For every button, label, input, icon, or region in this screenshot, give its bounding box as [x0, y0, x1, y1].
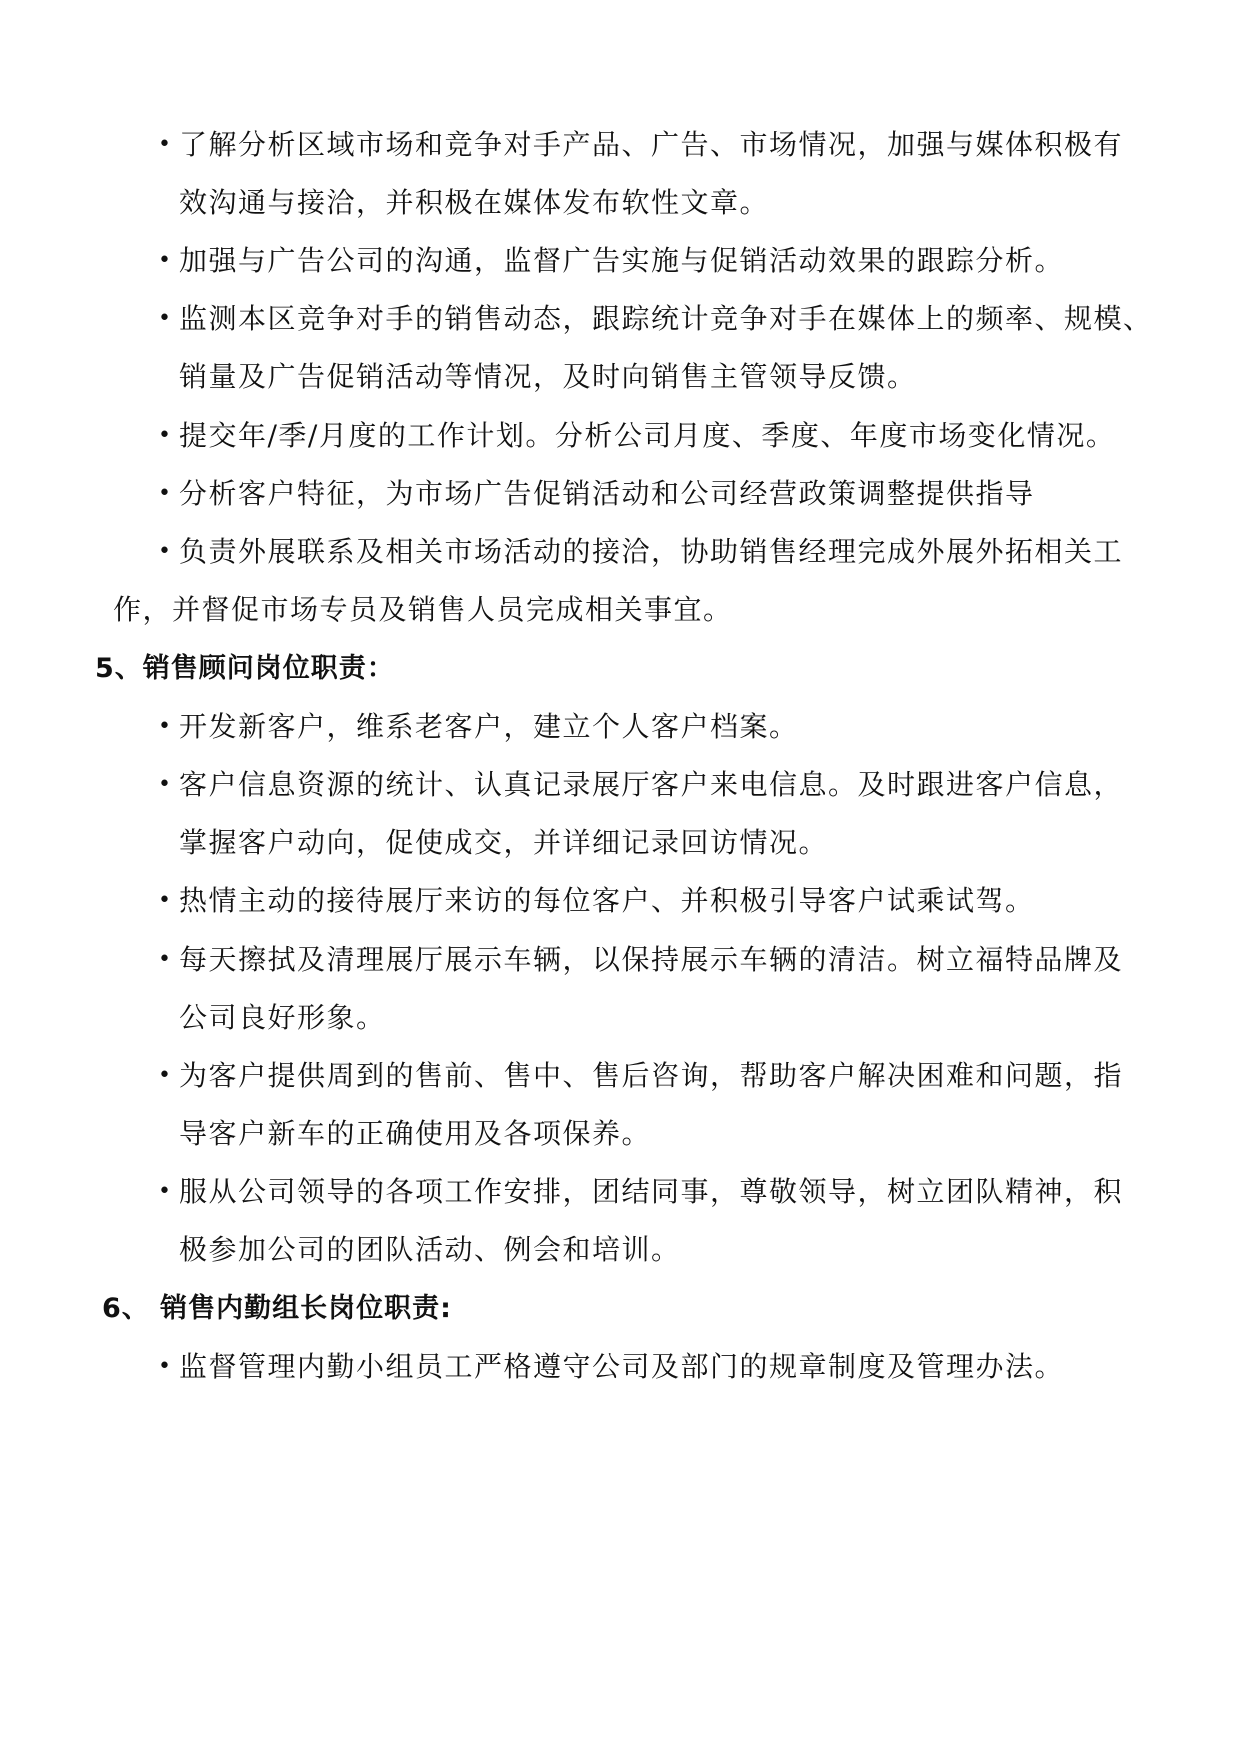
bullet-icon: • [158, 772, 171, 797]
list-item-line: 极参加公司的团队活动、例会和培训。 [179, 1233, 681, 1266]
bullet-icon: • [158, 423, 171, 448]
list-item-line: 加强与广告公司的沟通，监督广告实施与促销活动效果的跟踪分析。 [179, 244, 1065, 277]
bullet-icon: • [158, 539, 171, 564]
bullet-icon: • [158, 1354, 171, 1379]
list-item-line: 监督管理内勤小组员工严格遵守公司及部门的规章制度及管理办法。 [179, 1350, 1065, 1383]
bullet-icon: • [158, 306, 171, 331]
list-item-line: 监测本区竞争对手的销售动态，跟踪统计竞争对手在媒体上的频率、规模、 [179, 302, 1153, 335]
bullet-icon: • [158, 132, 171, 157]
bullet-icon: • [158, 714, 171, 739]
bullet-icon: • [158, 888, 171, 913]
list-item-line: 销量及广告促销活动等情况，及时向销售主管领导反馈。 [179, 360, 917, 393]
list-item-line: 作，并督促市场专员及销售人员完成相关事宜。 [113, 593, 733, 626]
list-item-line: 效沟通与接洽，并积极在媒体发布软性文章。 [179, 186, 770, 219]
list-item-line: 为客户提供周到的售前、售中、售后咨询，帮助客户解决困难和问题，指 [179, 1059, 1124, 1092]
list-item-line: 掌握客户动向，促使成交，并详细记录回访情况。 [179, 826, 829, 859]
bullet-icon: • [158, 947, 171, 972]
list-item-line: 导客户新车的正确使用及各项保养。 [179, 1117, 652, 1150]
bullet-icon: • [158, 1063, 171, 1088]
bullet-icon: • [158, 481, 171, 506]
section-heading: 6、 销售内勤组长岗位职责: [102, 1293, 452, 1324]
section-heading: 5、销售顾问岗位职责： [95, 653, 395, 684]
list-item-line: 每天擦拭及清理展厅展示车辆，以保持展示车辆的清洁。树立福特品牌及 [179, 943, 1124, 976]
list-item-line: 负责外展联系及相关市场活动的接洽，协助销售经理完成外展外拓相关工 [179, 535, 1124, 568]
bullet-icon: • [158, 248, 171, 273]
list-item-line: 热情主动的接待展厅来访的每位客户、并积极引导客户试乘试驾。 [179, 884, 1035, 917]
list-item-line: 服从公司领导的各项工作安排，团结同事，尊敬领导，树立团队精神，积 [179, 1175, 1124, 1208]
list-item-line: 分析客户特征，为市场广告促销活动和公司经营政策调整提供指导 [179, 477, 1035, 510]
list-item-line: 开发新客户，维系老客户，建立个人客户档案。 [179, 710, 799, 743]
bullet-icon: • [158, 1179, 171, 1204]
list-item-line: 公司良好形象。 [179, 1001, 386, 1034]
list-item-line: 客户信息资源的统计、认真记录展厅客户来电信息。及时跟进客户信息， [179, 768, 1124, 801]
list-item-line: 了解分析区域市场和竞争对手产品、广告、市场情况，加强与媒体积极有 [179, 128, 1124, 161]
list-item-line: 提交年/季/月度的工作计划。分析公司月度、季度、年度市场变化情况。 [179, 419, 1116, 452]
